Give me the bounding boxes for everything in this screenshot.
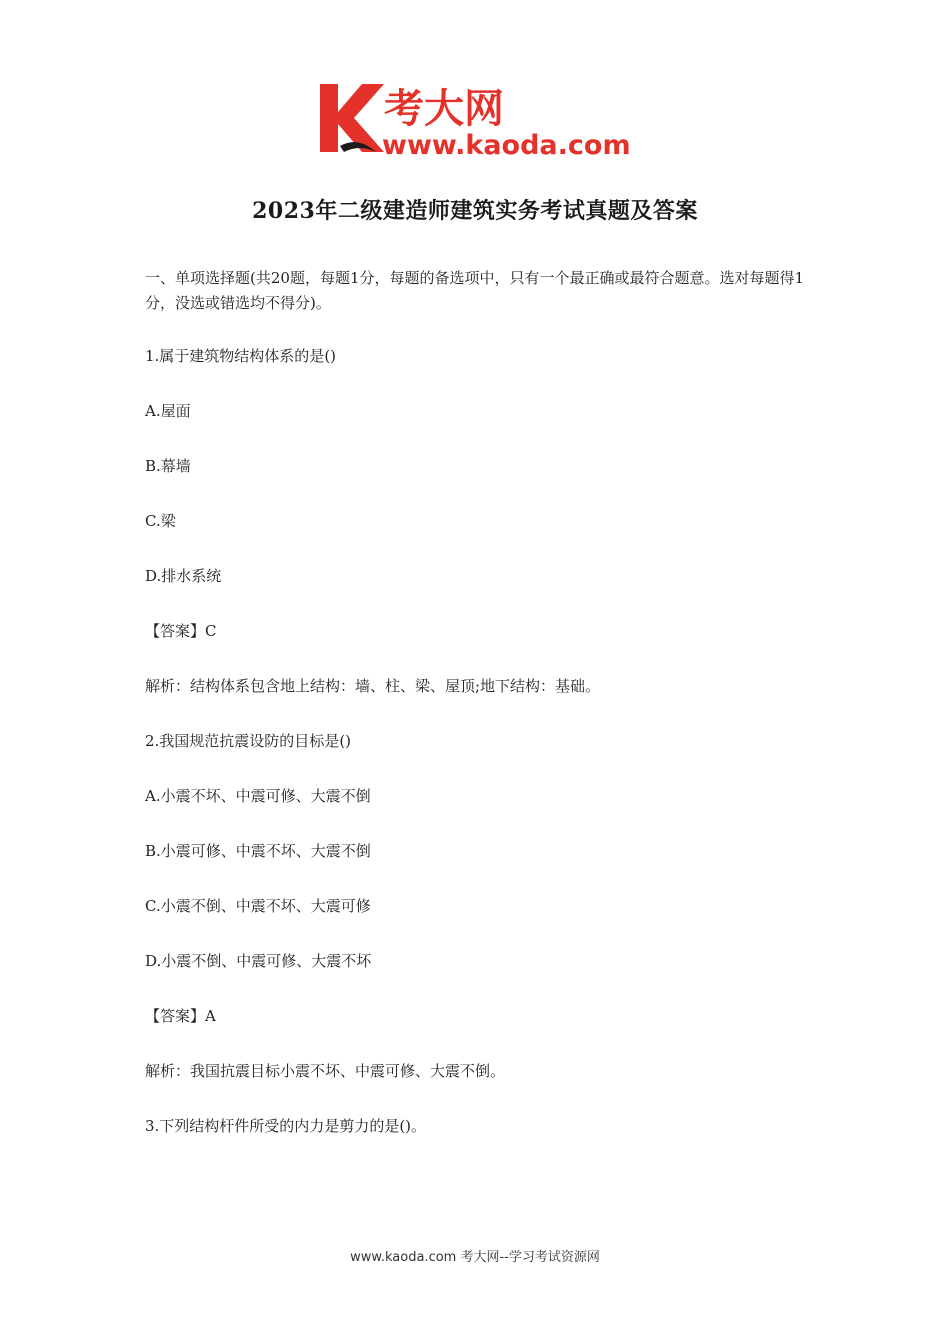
question-1-option-a: A.屋面 bbox=[145, 402, 191, 420]
kaoda-logo bbox=[318, 78, 640, 160]
kaoda-logo-graphic bbox=[318, 78, 640, 160]
question-2-option-a: A.小震不坏、中震可修、大震不倒 bbox=[145, 787, 371, 805]
logo-name: 考大网 bbox=[384, 86, 504, 132]
question-1: 1.属于建筑物结构体系的是() bbox=[145, 347, 337, 365]
document-body bbox=[145, 266, 810, 1171]
question-3: 3.下列结构杆件所受的内力是剪力的是()。 bbox=[145, 1117, 427, 1135]
question-1-answer: 【答案】C bbox=[145, 622, 217, 640]
question-1-option-c: C.梁 bbox=[145, 512, 176, 530]
question-2-answer: 【答案】A bbox=[145, 1007, 216, 1025]
question-2-option-d: D.小震不倒、中震可修、大震不坏 bbox=[145, 952, 372, 970]
logo-url: www.kaoda.com bbox=[382, 130, 631, 160]
question-2: 2.我国规范抗震设防的目标是() bbox=[145, 732, 352, 750]
question-1-option-b: B.幕墙 bbox=[145, 457, 191, 475]
document-title: 2023年二级建造师建筑实务考试真题及答案 bbox=[252, 198, 698, 224]
question-1-option-d: D.排水系统 bbox=[145, 567, 222, 585]
question-2-analysis: 解析：我国抗震目标小震不坏、中震可修、大震不倒。 bbox=[145, 1062, 506, 1080]
section-intro: 一、单项选择题(共20题，每题1分，每题的备选项中，只有一个最正确或最符合题意。选对每题得1分，没选或错选均不得分)。 bbox=[145, 269, 805, 312]
page-footer: www.kaoda.com 考大网--学习考试资源网 bbox=[350, 1250, 600, 1265]
question-2-option-b: B.小震可修、中震不坏、大震不倒 bbox=[145, 842, 371, 860]
question-1-analysis: 解析：结构体系包含地上结构：墙、柱、梁、屋顶;地下结构：基础。 bbox=[145, 677, 601, 695]
question-2-option-c: C.小震不倒、中震不坏、大震可修 bbox=[145, 897, 371, 915]
